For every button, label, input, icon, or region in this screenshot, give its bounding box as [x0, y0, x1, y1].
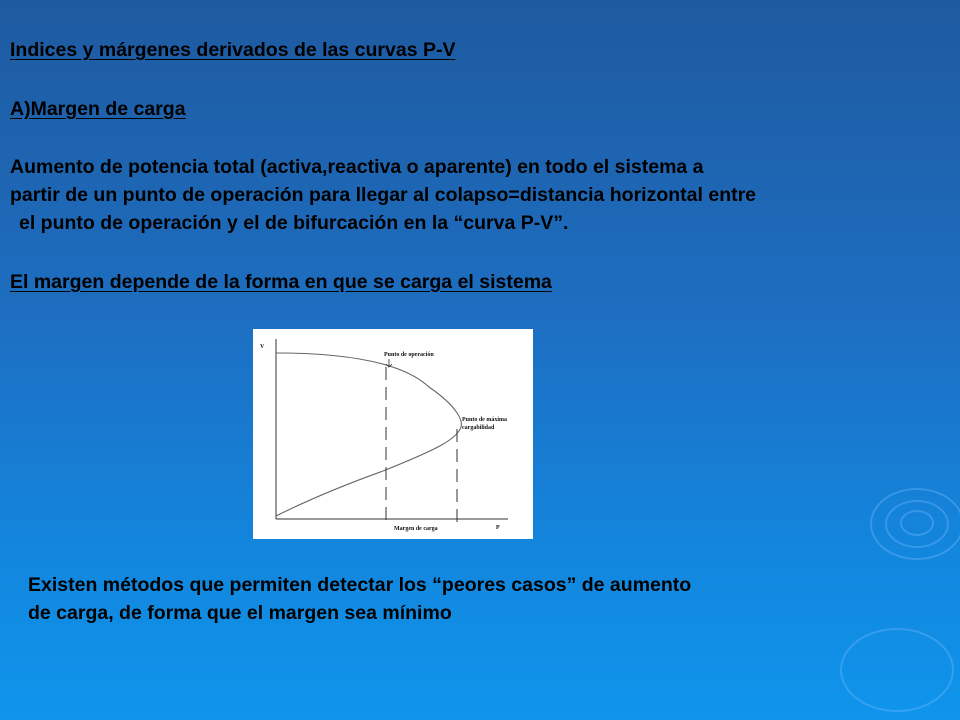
p-axis-label: P — [496, 525, 500, 531]
pv-curve-diagram — [253, 329, 533, 539]
definition-line: el punto de operación y el de bifurcación en la “curva P-V”. — [19, 212, 569, 234]
ripple-decoration — [840, 628, 954, 712]
closing-line: de carga, de forma que el margen sea mínimo — [28, 602, 452, 624]
max-load-label-line2: cargabilidad — [462, 425, 495, 431]
slide-heading — [10, 36, 455, 64]
closing-paragraph — [28, 571, 691, 627]
ripple-decoration — [900, 510, 934, 536]
definition-paragraph — [10, 153, 756, 237]
pv-nose-curve — [276, 353, 461, 516]
margin-label: Margen de carga — [394, 526, 438, 532]
definition-line: Aumento de potencia total (activa,reactiva o aparente) en todo el sistema a — [10, 156, 704, 178]
definition-line: partir de un punto de operación para llegar al colapso=distancia horizontal entre — [10, 184, 757, 206]
section-title — [10, 95, 186, 123]
heading-text: Indices y márgenes derivados de las curvas P-V — [10, 39, 456, 61]
pv-curve-figure — [253, 329, 533, 539]
margin-statement-text: El margen depende de la forma en que se carga el sistema — [10, 271, 552, 293]
v-axis-label: V — [260, 344, 265, 350]
closing-line: Existen métodos que permiten detectar los “peores casos” de aumento — [28, 574, 692, 596]
max-load-label-line1: Punto de máxima — [462, 417, 507, 423]
section-title-text: A)Margen de carga — [10, 98, 186, 120]
operating-point-label: Punto de operación — [384, 352, 434, 358]
margin-statement — [10, 268, 552, 296]
